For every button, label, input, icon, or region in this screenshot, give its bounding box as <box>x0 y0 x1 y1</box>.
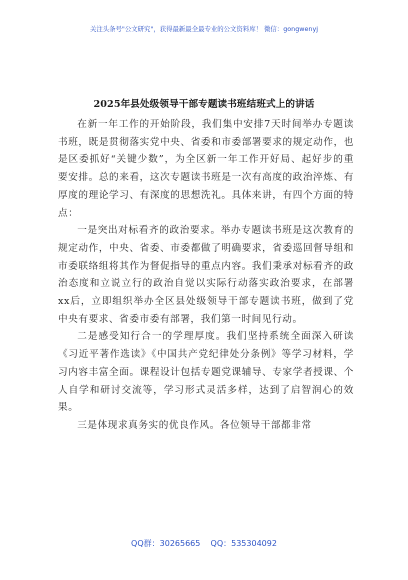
paragraph-point-3: 三是体现求真务实的优良作风。各位领导干部都非常 <box>77 419 312 431</box>
paragraph-point-1: 一是突出对标看齐的政治要求。举办专题读书班是这次教育的规定动作，中央、省委、市委都做了明确要求，省委巡回督导组和市委联络组将其作为督促指导的重点内容。我们秉承对标看齐的政治态度和立说立行的政治自觉以实际行动落实政治要求，在部署xx后，立即组织举办全区县处级领导干部专题读书班，做到了党中央有要求、省委市委有部署，我们第一时间见行动。 <box>58 225 354 325</box>
document-body <box>58 116 354 435</box>
document-title: 2025年县处级领导干部专题读书班结班式上的讲话 <box>93 99 315 110</box>
paragraph-point-2: 二是感受知行合一的学理厚度。我们坚持系统全面深入研读《习近平著作选读》《中国共产党纪律处分条例》等学习材料，学习内容丰富全面。课程设计包括专题党课辅导、专家学者授课、个人自学和研讨交流等，学习形式灵活多样，达到了启智润心的效果。 <box>58 331 354 414</box>
paragraph-intro: 在新一年工作的开始阶段，我们集中安排7天时间举办专题读书班，既是贯彻落实党中央、省委和市委部署要求的规定动作，也是区委抓好“关键少数”，为全区新一年工作开好局、起好步的重要安排。总的来看，这次专题读书班是一次有高度的政治淬炼、有厚度的理论学习、有深度的思想洗礼。具体来讲，有四个方面的特点： <box>58 119 354 219</box>
contact-footer: QQ群：30265665 QQ：535304092 <box>131 539 277 548</box>
promo-banner: 关注头条号"公文研究"，获得最新最全最专业的公文资料库！ 微信：gongwenyj <box>89 25 319 33</box>
